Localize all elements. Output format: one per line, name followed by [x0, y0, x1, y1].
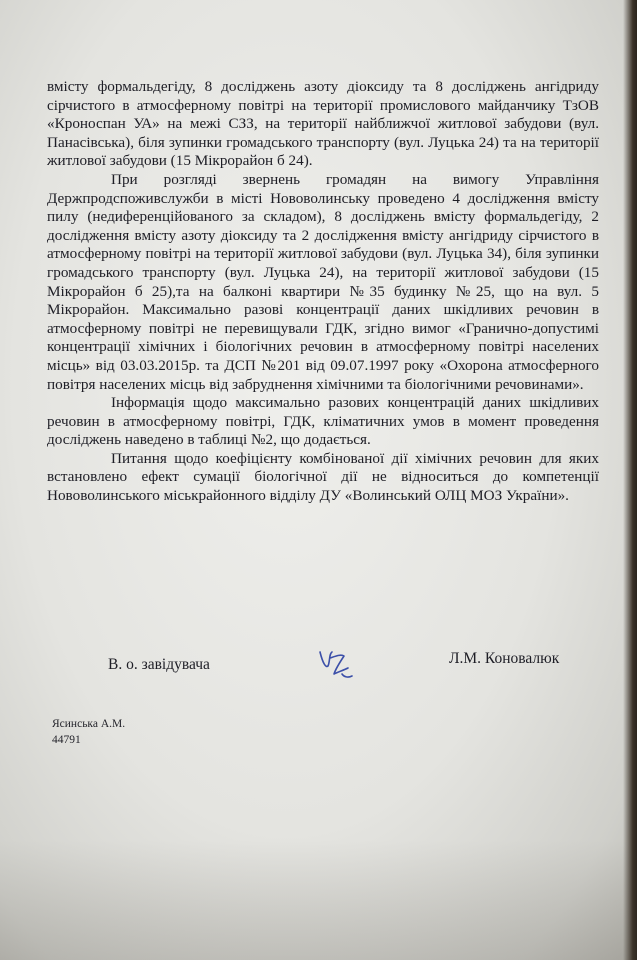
signature-block [0, 650, 637, 690]
paragraph-competence-note: Питання щодо коефіцієнту комбінованої дії хімічних речовин для яких встановлено ефект сумації біологічної дії не відноситься до компетенції Нововолинського міськрайонного відділу ДУ «Волинський ОЛЦ МОЗ України». [47, 449, 599, 505]
paragraph-concentrations-info: Інформація щодо максимально разових концентрацій даних шкідливих речовин в атмосферному повітрі, ГДК, кліматичних умов в момент проведення досліджень наведено в таблиці №2, що додається. [47, 394, 599, 449]
handwritten-signature-icon [314, 644, 360, 682]
executor-phone: 44791 [52, 734, 81, 746]
paragraph-citizen-appeals: При розгляді звернень громадян на вимогу Управління Держпродспоживслужби в місті Нововолинську проведено 4 дослідження вмісту пилу (недиференційованого за складом), 8 досліджень вмісту формальдегіду, 2 дослідження вмісту азоту діоксиду та 2 дослідження вмісту ангідриду сірчистого в атмосферному повітрі на території житлової забудови (вул. Луцька 34), біля зупинки громадського транспорту (вул. Луцька 24), на території житлової забудови (15 Мікрорайон б 25),та на балконі квартири №35 будинку №25, що на вул. 5 Мікрорайон. Максимально разові концентрації даних шкідливих речовин в атмосферному повітрі не перевищували ГДК, згідно вимог «Гранично-допустимі концентрації хімічних і біологічних речовин в атмосферному повітрі населених місць» від 03.03.2015р. та ДСП №201 від 09.07.1997 року «Охорона атмосферного повітря населених місць від забруднення хімічними та біологічними речовинами». [47, 170, 599, 393]
page-bottom-shadow [0, 840, 637, 960]
document-body [47, 78, 599, 506]
executor-name: Ясинська А.М. [52, 718, 126, 730]
page-edge-shadow [623, 0, 637, 960]
signatory-name: Л.М. Коновалюк [449, 650, 560, 667]
executor-block [52, 716, 125, 748]
signatory-title: В. о. завідувача [108, 656, 210, 673]
paragraph-continued: вмісту формальдегіду, 8 досліджень азоту діоксиду та 8 досліджень ангідриду сірчистого в атмосферному повітрі на території промислового майданчику ТзОВ «Кроноспан УА» на межі СЗЗ, на території найближчої житлової забудови (вул. Панасівська), біля зупинки громадського транспорту (вул. Луцька 24) та на території житлової забудови (15 Мікрорайон б 24). [47, 78, 599, 170]
